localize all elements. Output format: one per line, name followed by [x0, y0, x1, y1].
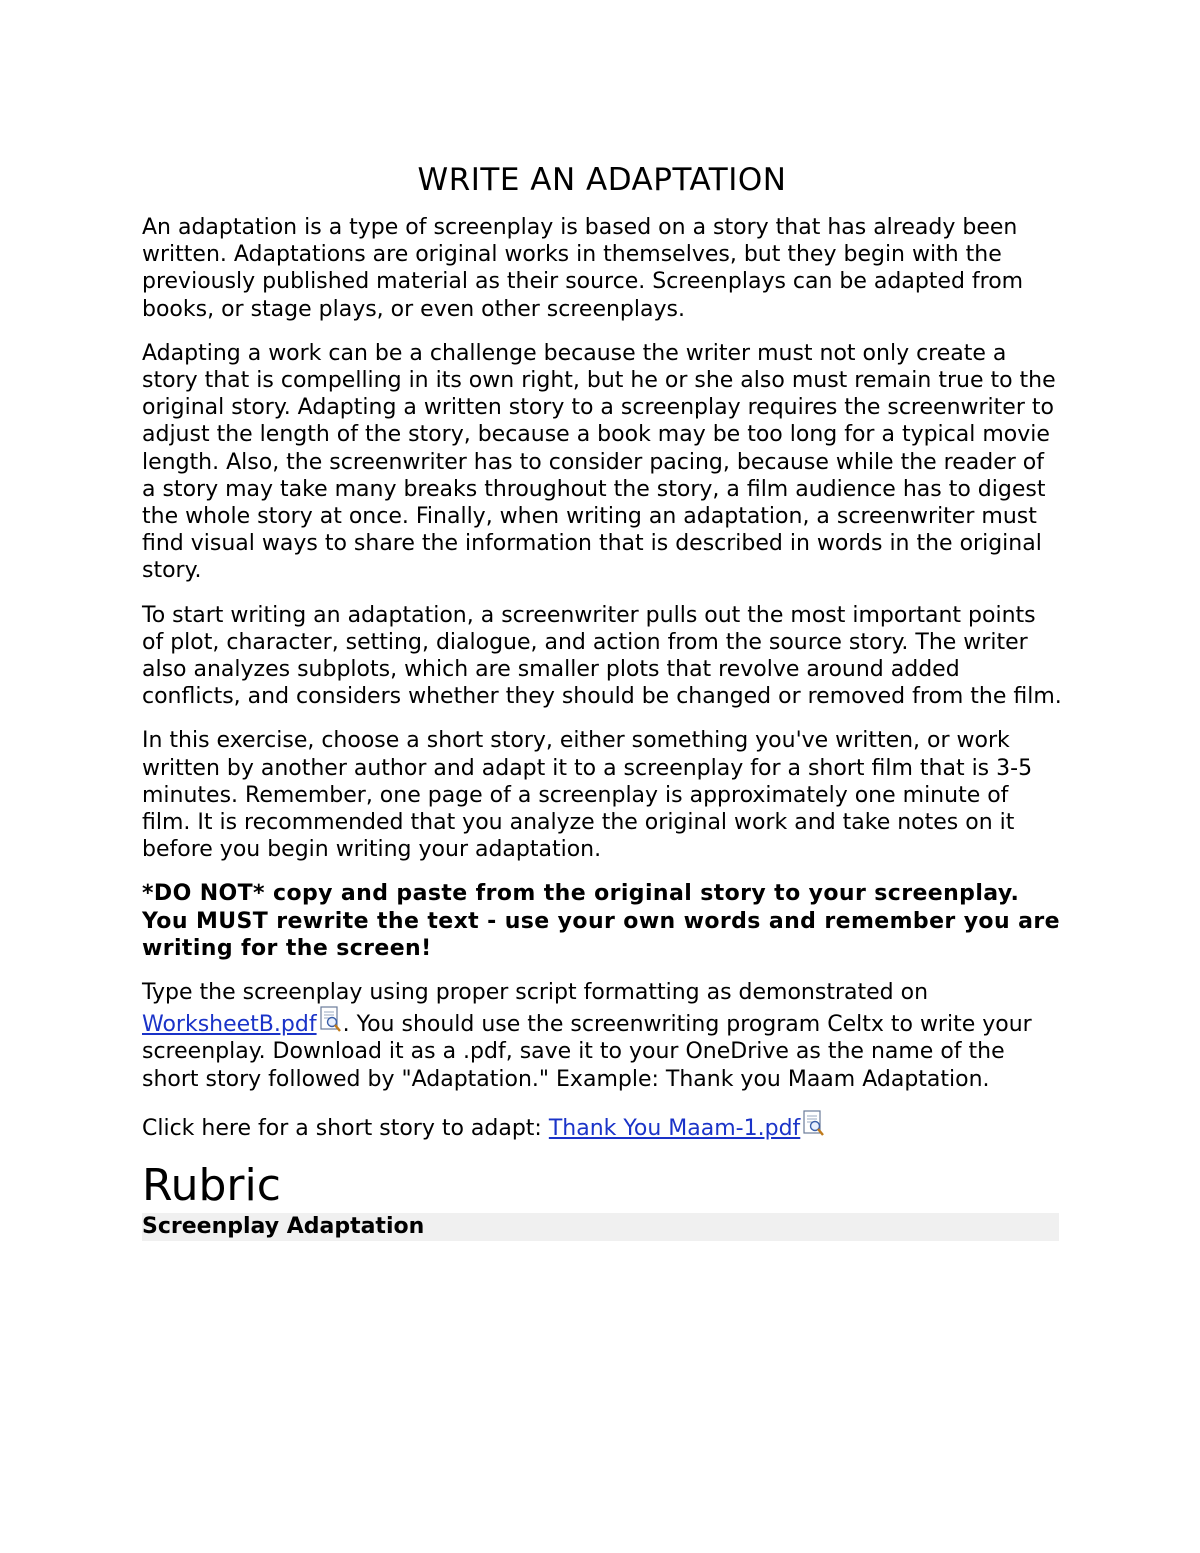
type-instructions-rest: . You should use the screenwriting program Celtx to write your screenplay. Download it as a .pdf, save it to your OneDrive as the name of the short story followed by "Adaptation." Example: Thank you Maam Adaptation.: [142, 1012, 1032, 1092]
rubric-heading: Rubric: [142, 1160, 281, 1212]
rubric-subheading: Screenplay Adaptation: [142, 1213, 1059, 1241]
paragraph-exercise: In this exercise, choose a short story, either something you've written, or work written by another author and adapt it to a screenplay for a short film that is 3-5 minutes. Remember, one page of a screenplay is approximately one minute of film. It is recommended that you analyze the original work and take notes on it before you begin writing your adaptation.: [142, 728, 1033, 863]
warning-text: *DO NOT* copy and paste from the original story to your screenplay. You MUST rewrite the text - use your own words and remember you are writing for the screen!: [142, 881, 1060, 961]
paragraph-challenge: Adapting a work can be a challenge because the writer must not only create a story that is compelling in its own right, but he or she also must remain true to the original story. Adapting a written story to a screenplay requires the screenwriter to adjust the length of the story, because a book may be too long for a typical movie length. Also, the screenwriter has to consider pacing, because while the reader of a story may take many breaks throughout the story, a film audience has to digest the whole story at once. Finally, when writing an adaptation, a screenwriter must find visual ways to share the information that is described in words in the original story.: [142, 340, 1056, 584]
paragraph-process: To start writing an adaptation, a screenwriter pulls out the most important points of plot, character, setting, dialogue, and action from the source story. The writer also analyzes subplots, which are smaller plots that revolve around added conflicts, and considers whether they should be changed or removed from the film.: [142, 602, 1062, 710]
type-instructions-lead: Type the screenplay using proper script formatting as demonstrated on: [142, 980, 929, 1006]
page-title: WRITE AN ADAPTATION: [417, 162, 787, 198]
file-attachment-icon[interactable]: [319, 1006, 343, 1034]
paragraph-story-link: [142, 1110, 1062, 1142]
paragraph-intro: An adaptation is a type of screenplay is based on a story that has already been written. Adaptations are original works in themselves, but they begin with the previously published material as their source. Screenplays can be adapted from books, or stage plays, or even other screenplays.: [142, 215, 1024, 322]
file-attachment-icon[interactable]: [802, 1110, 826, 1138]
story-link-lead: Click here for a short story to adapt:: [142, 1115, 549, 1141]
document-page: [142, 160, 1062, 1241]
short-story-link[interactable]: Thank You Maam-1.pdf: [548, 1115, 801, 1141]
worksheet-link[interactable]: WorksheetB.pdf: [142, 1012, 317, 1038]
paragraph-type-instructions: [142, 979, 1062, 1093]
